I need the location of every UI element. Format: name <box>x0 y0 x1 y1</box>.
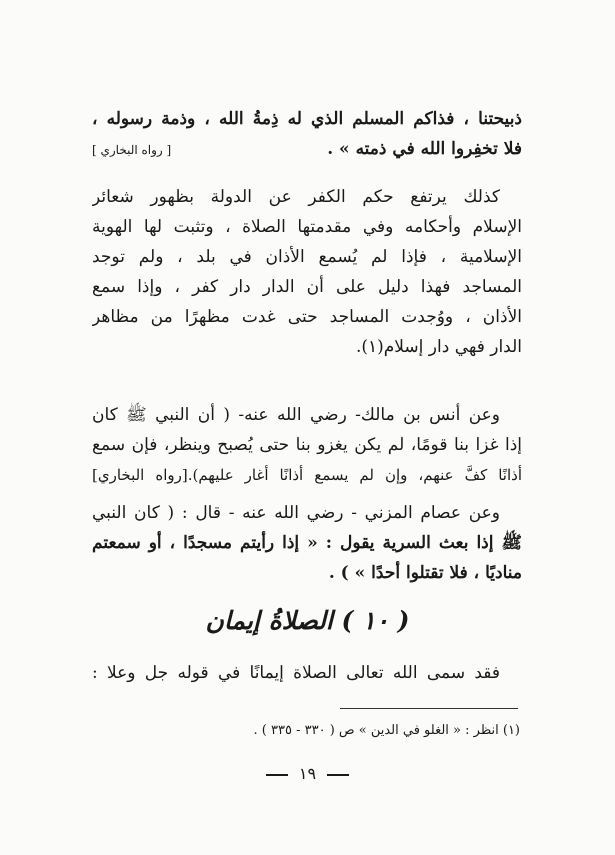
text-line: مناديًا ، فلا تقتلوا أحدًا » ) . <box>328 563 522 583</box>
hadith-paragraph-4 <box>92 498 522 588</box>
text-line-with-citation <box>92 134 522 164</box>
text-line: أذانًا كفَّ عنهم، وإن لم يسمع أذانًا أغار عليهم).[رواه البخاري] <box>92 466 522 484</box>
text-line: وعن عصام المزني - رضي الله عنه - قال : ( كان النبي <box>92 503 500 523</box>
text-line: الأذان ، ووُجدت المساجد حتى غدت مظهرًا من مظاهر <box>92 307 522 327</box>
body-paragraph-2 <box>92 182 522 362</box>
hadith-paragraph-1 <box>92 104 522 164</box>
footnote: (١) انظر : « الغلو في الدين » ص ( ٣٣٠ - ٣٣٥ ) . <box>253 723 520 738</box>
citation: [ رواه البخاري ] <box>92 143 172 157</box>
page-number-row <box>0 763 615 785</box>
text-line: ذبيحتنا ، فذاكم المسلم الذي له ذِمةُ الله ، وذمة رسوله ، <box>92 109 522 129</box>
footnote-divider <box>340 708 518 709</box>
text-line: فلا تخفِروا الله في ذمته » . <box>327 139 522 159</box>
text-line: إذا غزا بنا قومًا، لم يكن يغزو بنا حتى يُصبح وينظر، فإن سمع <box>92 435 522 455</box>
text-line: الإسلام وأحكامه وفي مقدمتها الصلاة ، وتثبت لها الهوية <box>92 217 522 237</box>
dash-decoration <box>327 774 349 776</box>
body-paragraph-5 <box>92 658 522 688</box>
text-line: المساجد فهذا دليل على أن الدار دار كفر ، وإذا سمع <box>92 277 522 297</box>
section-heading: ( ١٠ ) الصلاةُ إيمان <box>205 606 410 635</box>
hadith-paragraph-3 <box>92 400 522 490</box>
text-line: ﷺ إذا بعث السرية يقول : « إذا رأيتم مسجدًا ، أو سمعتم <box>92 533 522 553</box>
text-line: الإسلامية ، فإذا لم يُسمع الأذان في بلد ، ولم توجد <box>92 247 522 267</box>
dash-decoration <box>266 774 288 776</box>
page-number: ١٩ <box>298 764 317 783</box>
text-line: وعن أنس بن مالك- رضي الله عنه- ( أن النبي ﷺ كان <box>92 405 500 425</box>
text-line: كذلك يرتفع حكم الكفر عن الدولة بظهور شعائر <box>92 187 500 207</box>
text-line: الدار فهي دار إسلام(١). <box>355 337 522 357</box>
text-line: فقد سمى الله تعالى الصلاة إيمانًا في قوله جل وعلا : <box>92 663 500 683</box>
